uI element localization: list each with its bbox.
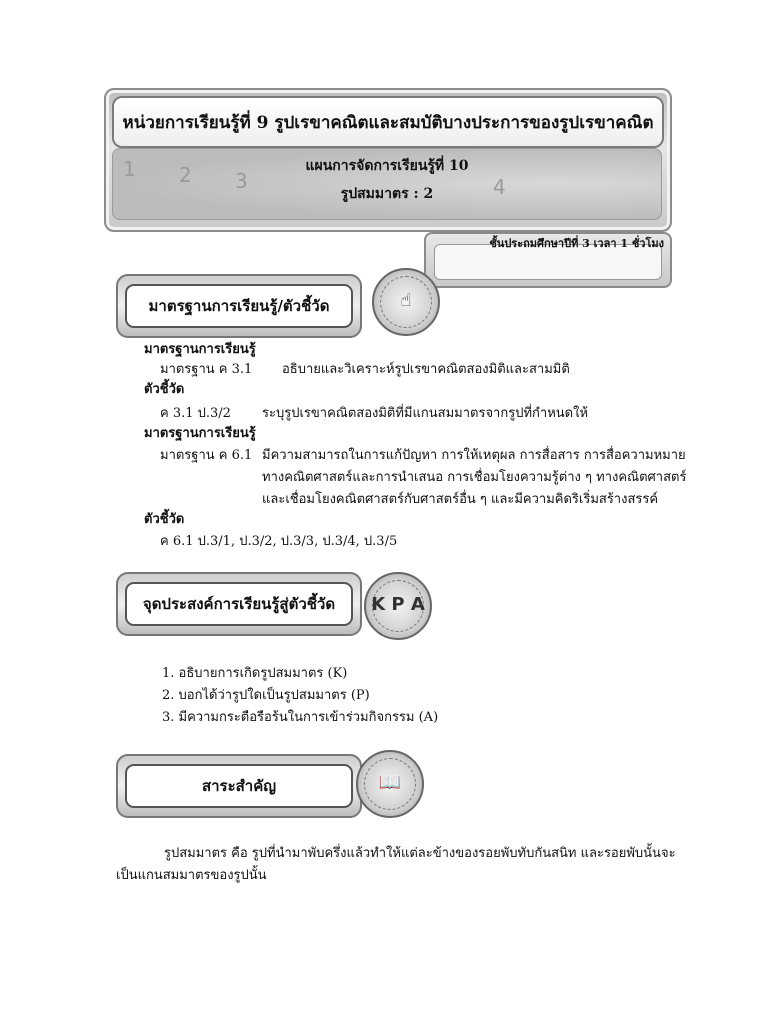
objective-item: 1. อธิบายการเกิดรูปสมมาตร (K) [162,666,348,681]
key-concept-line1: รูปสมมาตร คือ รูปที่นำมาพับครึ่งแล้วทำให้แต่ละข้างของรอยพับทับกันสนิท และรอยพับนั้นจะ [164,846,676,861]
book-icon: 📖 [378,772,402,793]
ind-label-1: ตัวชี้วัด [144,382,185,397]
grade-box [424,232,672,288]
std-desc-2-line3: และเชื่อมโยงคณิตศาสตร์กับศาสตร์อื่น ๆ และมีความคิดริเริ่มสร้างสรรค์ [262,492,659,507]
objectives-heading: จุดประสงค์การเรียนรู้สู่ตัวชี้วัด [125,582,353,626]
key-concept-heading-box [116,754,362,818]
std-desc-2-line1: มีความสามารถในการแก้ปัญหา การให้เหตุผล การสื่อสาร การสื่อความหมาย [262,448,686,463]
objective-item: 3. มีความกระตือรือร้นในการเข้าร่วมกิจกรรม (A) [162,710,439,725]
ind-label-2: ตัวชี้วัด [144,512,185,527]
unit-title-text: หน่วยการเรียนรู้ที่ 9 รูปเรขาคณิตและสมบัติบางประการของรูปเรขาคณิต [122,112,654,133]
kpa-letters-icon: K P A [371,594,425,615]
standards-badge-icon [372,268,440,336]
hand-pointer-icon: ☝ [400,290,412,311]
standards-heading: มาตรฐานการเรียนรู้/ตัวชี้วัด [125,284,353,328]
decorative-digit: 1 [123,157,136,181]
standards-heading-box [116,274,362,338]
plan-topic: รูปสมมาตร : 2 [340,186,434,202]
decorative-digit: 3 [235,169,248,193]
std-label-1: มาตรฐานการเรียนรู้ [144,342,256,357]
grade-text: ชั้นประถมศึกษาปีที่ 3 เวลา 1 ชั่วโมง [489,237,664,250]
reading-child-badge-icon [356,750,424,818]
std-code-2: มาตรฐาน ค 6.1 [160,448,253,463]
objectives-heading-box [116,572,362,636]
plan-panel [112,148,662,220]
std-desc-2-line2: ทางคณิตศาสตร์และการนำเสนอ การเชื่อมโยงความรู้ต่าง ๆ ทางคณิตศาสตร์ [262,470,687,485]
plan-number: แผนการจัดการเรียนรู้ที่ 10 [305,158,469,174]
decorative-digit: 4 [493,175,506,199]
unit-title [112,96,664,148]
ind-list-2: ค 6.1 ป.3/1, ป.3/2, ป.3/3, ป.3/4, ป.3/5 [160,534,398,549]
ind-desc-1: ระบุรูปเรขาคณิตสองมิติที่มีแกนสมมาตรจากรูปที่กำหนดให้ [262,406,589,421]
decorative-digit: 2 [179,163,192,187]
std-label-2: มาตรฐานการเรียนรู้ [144,426,256,441]
kpa-badge-icon [364,572,432,640]
key-concept-line2: เป็นแกนสมมาตรของรูปนั้น [116,868,267,883]
std-code-1: มาตรฐาน ค 3.1 [160,362,253,377]
key-concept-heading: สาระสำคัญ [125,764,353,808]
objective-item: 2. บอกได้ว่ารูปใดเป็นรูปสมมาตร (P) [162,688,370,703]
std-desc-1: อธิบายและวิเคราะห์รูปเรขาคณิตสองมิติและสามมิติ [282,362,570,377]
ind-code-1: ค 3.1 ป.3/2 [160,406,231,421]
